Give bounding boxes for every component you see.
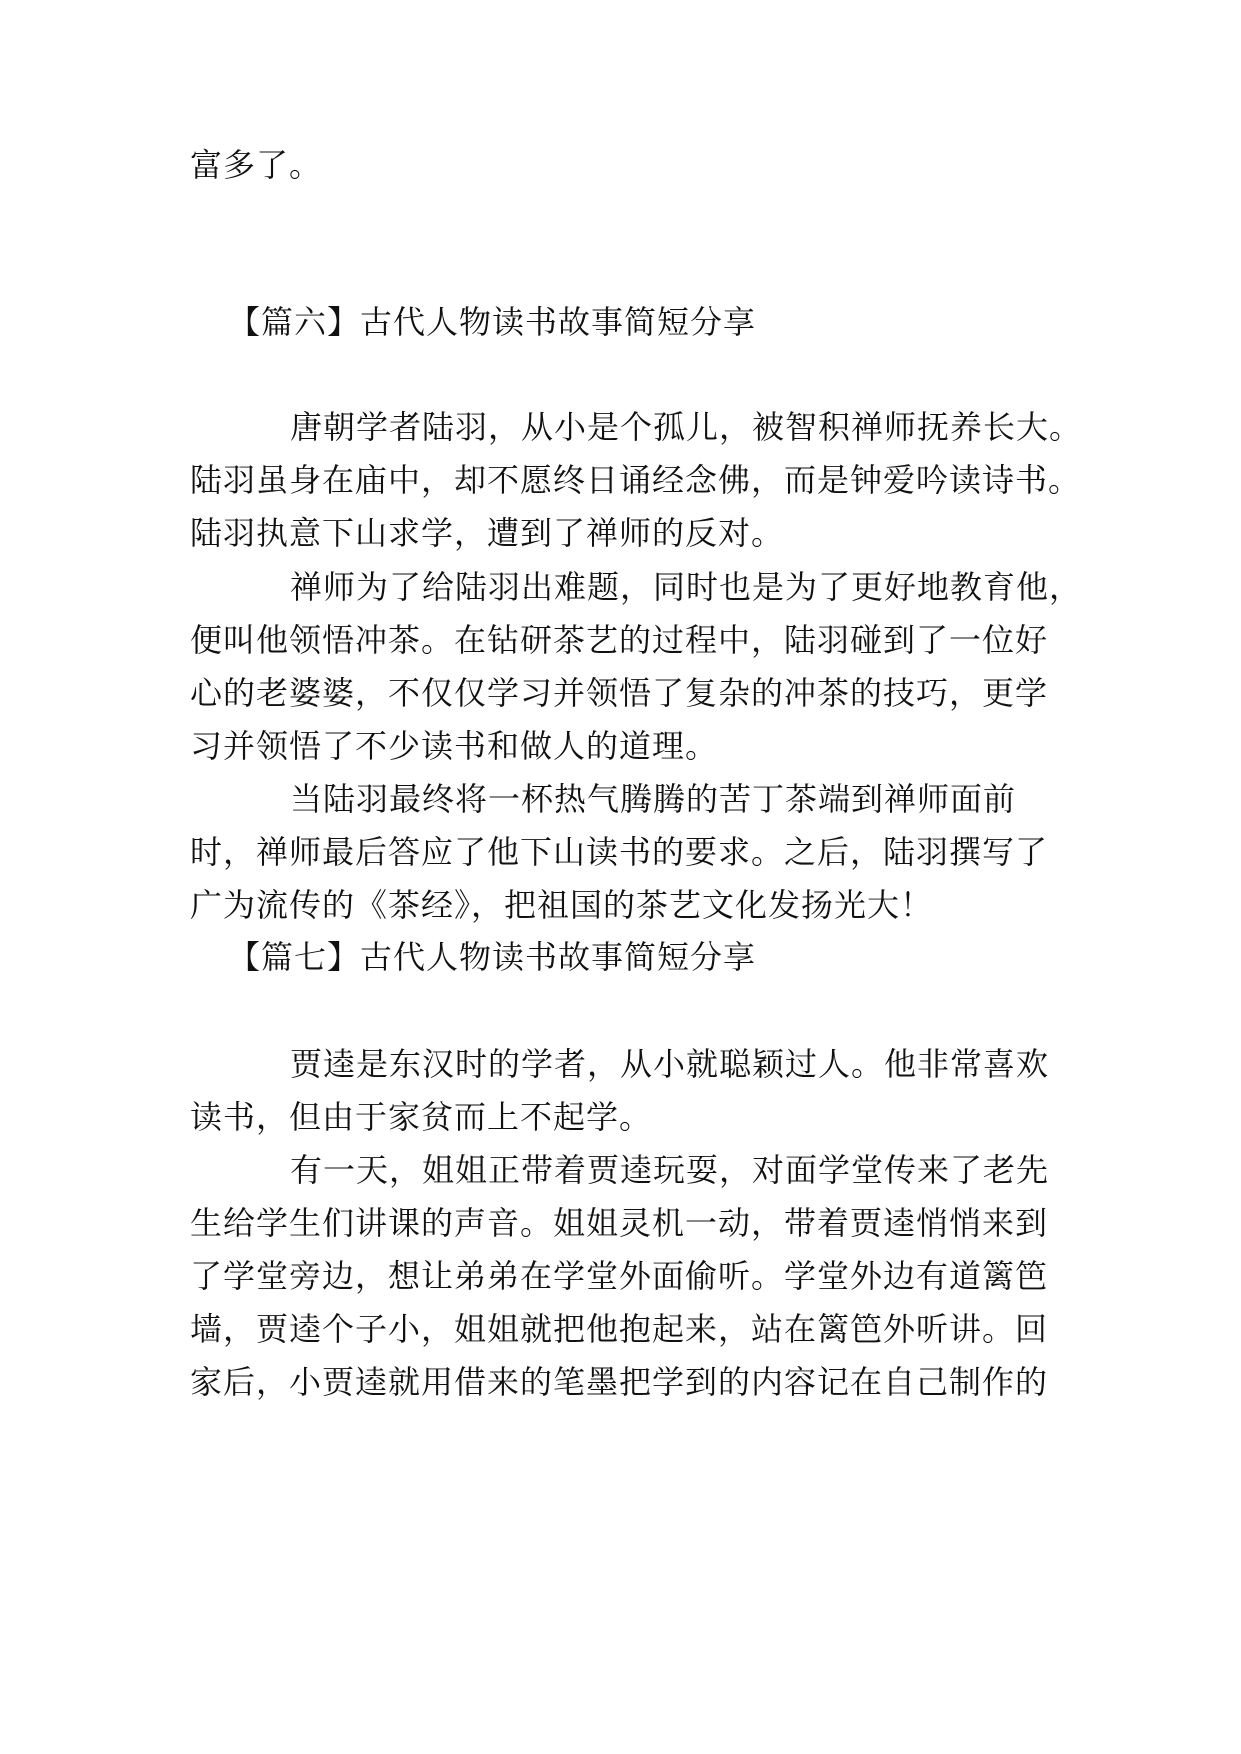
paragraph-line: 当陆羽最终将一杯热气腾腾的苦丁茶端到禅师面前 [290,780,1017,818]
paragraph-line: 陆羽执意下山求学，遭到了禅师的反对。 [190,514,785,552]
paragraph-line: 时，禅师最后答应了他下山读书的要求。之后，陆羽撰写了 [190,833,1049,871]
section-heading-6: 【篇六】古代人物读书故事简短分享 [228,303,757,341]
text-line-continuation: 富多了。 [190,146,323,184]
paragraph-line: 陆羽虽身在庙中，却不愿终日诵经念佛，而是钟爱吟读诗书。 [190,461,1082,499]
paragraph-line: 禅师为了给陆羽出难题，同时也是为了更好地教育他， [290,568,1083,606]
paragraph-line: 贾逵是东汉时的学者，从小就聪颖过人。他非常喜欢 [290,1045,1050,1083]
paragraph-line: 习并领悟了不少读书和做人的道理。 [190,727,719,765]
paragraph-line: 广为流传的《茶经》，把祖国的茶艺文化发扬光大！ [190,886,934,924]
paragraph-line: 读书，但由于家贫而上不起学。 [190,1098,653,1136]
paragraph-line: 了学堂旁边，想让弟弟在学堂外面偷听。学堂外边有道篱笆 [190,1257,1049,1295]
paragraph-line: 唐朝学者陆羽，从小是个孤儿，被智积禅师抚养长大。 [290,408,1083,446]
paragraph-line: 心的老婆婆，不仅仅学习并领悟了复杂的冲茶的技巧，更学 [190,674,1049,712]
paragraph-line: 家后，小贾逵就用借来的笔墨把学到的内容记在自己制作的 [190,1363,1049,1401]
section-heading-7: 【篇七】古代人物读书故事简短分享 [228,938,757,976]
paragraph-line: 生给学生们讲课的声音。姐姐灵机一动，带着贾逵悄悄来到 [190,1204,1049,1242]
paragraph-line: 便叫他领悟冲茶。在钻研茶艺的过程中，陆羽碰到了一位好 [190,621,1049,659]
paragraph-line: 有一天，姐姐正带着贾逵玩耍，对面学堂传来了老先 [290,1151,1050,1189]
paragraph-line: 墙，贾逵个子小，姐姐就把他抱起来，站在篱笆外听讲。回 [190,1310,1049,1348]
